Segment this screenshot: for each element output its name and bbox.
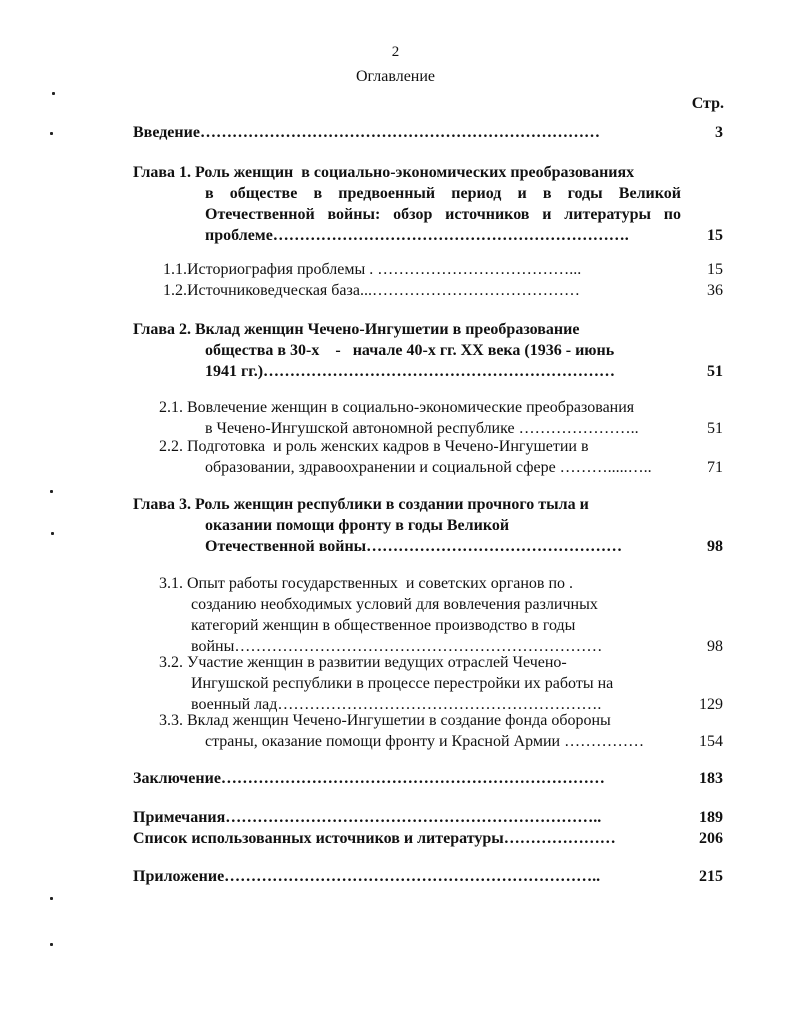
toc-entry-section-2-1 — [133, 397, 723, 439]
entry-page: 129 — [699, 696, 723, 713]
toc-entry-appendix — [133, 866, 723, 887]
entry-text: Отечественной войны: обзор источников и литературы по — [205, 206, 681, 223]
scan-mark — [50, 897, 53, 900]
entry-page: 15 — [707, 261, 723, 278]
entry-text: в Чечено-Ингушской автономной республике ………………….. — [205, 420, 639, 437]
entry-text: Приложение…………………………………………………………….. — [133, 868, 601, 885]
toc-entry-section-2-2 — [133, 436, 723, 478]
entry-text: Список использованных источников и литературы………………… — [133, 830, 616, 847]
entry-page: 51 — [707, 420, 723, 437]
scan-mark — [51, 532, 54, 535]
entry-text: категорий женщин в общественное производство в годы — [191, 617, 576, 634]
entry-text: Ингушской республики в процессе перестройки их работы на — [191, 675, 614, 692]
toc-entry-section-1-1 — [133, 259, 723, 280]
toc-entry-notes — [133, 807, 723, 828]
entry-text: 3.3. Вклад женщин Чечено-Ингушетии в создание фонда обороны — [159, 712, 611, 729]
entry-text: 1.1.Историография проблемы . ………………………………... — [163, 261, 582, 278]
entry-text: Отечественной войны………………………………………… — [205, 538, 623, 555]
toc-entry-section-3-2 — [133, 652, 723, 715]
entry-page: 206 — [699, 830, 723, 847]
page-number: 2 — [391, 44, 400, 60]
entry-page: 189 — [699, 809, 723, 826]
entry-text: оказании помощи фронту в годы Великой — [205, 517, 510, 534]
entry-page: 98 — [707, 538, 723, 555]
entry-text: Введение………………………………………………………………… — [133, 124, 600, 141]
entry-text: 2.2. Подготовка и роль женских кадров в Чечено-Ингушетии в — [159, 438, 589, 455]
entry-text: созданию необходимых условий для вовлечения различных — [191, 596, 598, 613]
toc-entry-intro — [133, 122, 723, 143]
toc-entry-chapter-3 — [133, 494, 723, 557]
entry-text: Заключение……………………………………………………………… — [133, 770, 605, 787]
entry-text: Глава 2. Вклад женщин Чечено-Ингушетии в преобразование — [133, 321, 580, 338]
entry-page: 71 — [707, 459, 723, 476]
entry-page: 36 — [707, 282, 723, 299]
entry-text: 3.1. Опыт работы государственных и советских органов по . — [159, 575, 574, 592]
entry-page: 154 — [699, 733, 723, 750]
entry-text: Глава 1. Роль женщин в социально-экономических преобразованиях — [133, 164, 635, 181]
entry-text: 2.1. Вовлечение женщин в социально-экономические преобразования — [159, 399, 635, 416]
toc-entry-conclusion — [133, 768, 723, 789]
toc-entry-sources — [133, 828, 723, 849]
scan-mark — [50, 490, 53, 493]
entry-text: образовании, здравоохранении и социальной сфере ……….....….. — [205, 459, 652, 476]
toc-title: Оглавление — [355, 68, 436, 85]
entry-text: войны…………………………………………………………… — [191, 638, 603, 655]
scan-mark — [50, 132, 53, 135]
scan-mark — [52, 92, 55, 95]
scan-mark — [50, 943, 53, 946]
entry-text: 1941 гг.)………………………………………………………… — [205, 363, 616, 380]
entry-text: 1.2.Источниковедческая база...………………………………… — [163, 282, 580, 299]
toc-entry-chapter-1 — [133, 162, 723, 246]
entry-page: 215 — [699, 868, 723, 885]
entry-text: в обществе в предвоенный период и в годы Великой — [205, 185, 681, 202]
entry-page: 98 — [707, 638, 723, 655]
entry-page: 183 — [699, 770, 723, 787]
toc-entry-section-3-3 — [133, 710, 723, 752]
entry-text: общества в 30-х - начале 40-х гг. XX века (1936 - июнь — [205, 342, 615, 359]
entry-page: 51 — [707, 363, 723, 380]
entry-page: 3 — [715, 124, 723, 141]
entry-text: военный лад……………………………………………………. — [191, 696, 602, 713]
entry-page: 15 — [707, 227, 723, 244]
toc-entry-chapter-2 — [133, 319, 723, 382]
entry-text: проблеме…………………………………………………………. — [205, 227, 629, 244]
entry-text: 3.2. Участие женщин в развитии ведущих отраслей Чечено- — [159, 654, 567, 671]
entry-text: Примечания…………………………………………………………….. — [133, 809, 602, 826]
toc-entry-section-3-1 — [133, 573, 723, 657]
page-column-label: Стр. — [691, 95, 724, 112]
entry-text: Глава 3. Роль женщин республики в создании прочного тыла и — [133, 496, 589, 513]
entry-text: страны, оказание помощи фронту и Красной Армии …………… — [205, 733, 645, 750]
toc-entry-section-1-2 — [133, 280, 723, 301]
